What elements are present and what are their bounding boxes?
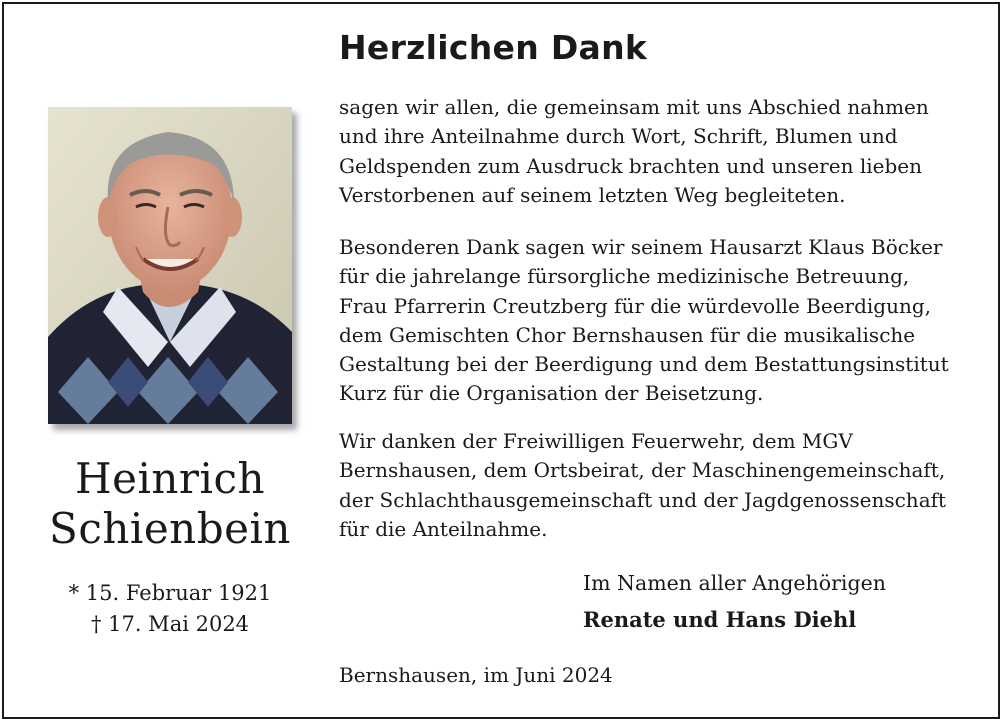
death-date: † 17. Mai 2024 [90,612,250,636]
signature-intro: Im Namen aller Angehörigen [583,571,886,595]
birth-date: * 15. Februar 1921 [68,581,272,605]
thanks-paragraph-1: sagen wir allen, die gemeinsam mit uns Abschied nahmen und ihre Anteilnahme durch Wort, Schrift, Blumen und Geldspenden zum Ausdruck brachten und unseren lieben Verstorbenen auf seinem letzten Weg begleiteten. [339,95,929,207]
portrait-photo [48,107,292,424]
thanks-paragraph-3: Wir danken der Freiwilligen Feuerwehr, dem MGV Bernshausen, dem Ortsbeirat, der Maschinengemeinschaft, der Schlachthausgemeinschaft und der Jagdgenossenschaft für die Anteilnahme. [339,429,947,541]
notice-heading: Herzlichen Dank [339,28,648,67]
deceased-last-name: Schienbein [49,504,291,553]
place-date: Bernshausen, im Juni 2024 [339,663,613,687]
signature-names: Renate und Hans Diehl [583,607,857,632]
thanks-paragraph-2: Besonderen Dank sagen wir seinem Hausarzt Klaus Böcker für die jahrelange fürsorgliche medizinische Betreuung, Frau Pfarrerin Creutzberg für die würdevolle Beerdigung, dem Gemischten Chor Bernshausen für die musikalische Gestaltung bei der Beerdigung und dem Bestattungsinstitut Kurz für die Organisation der Beisetzung. [339,235,949,406]
deceased-first-name: Heinrich [74,454,266,503]
